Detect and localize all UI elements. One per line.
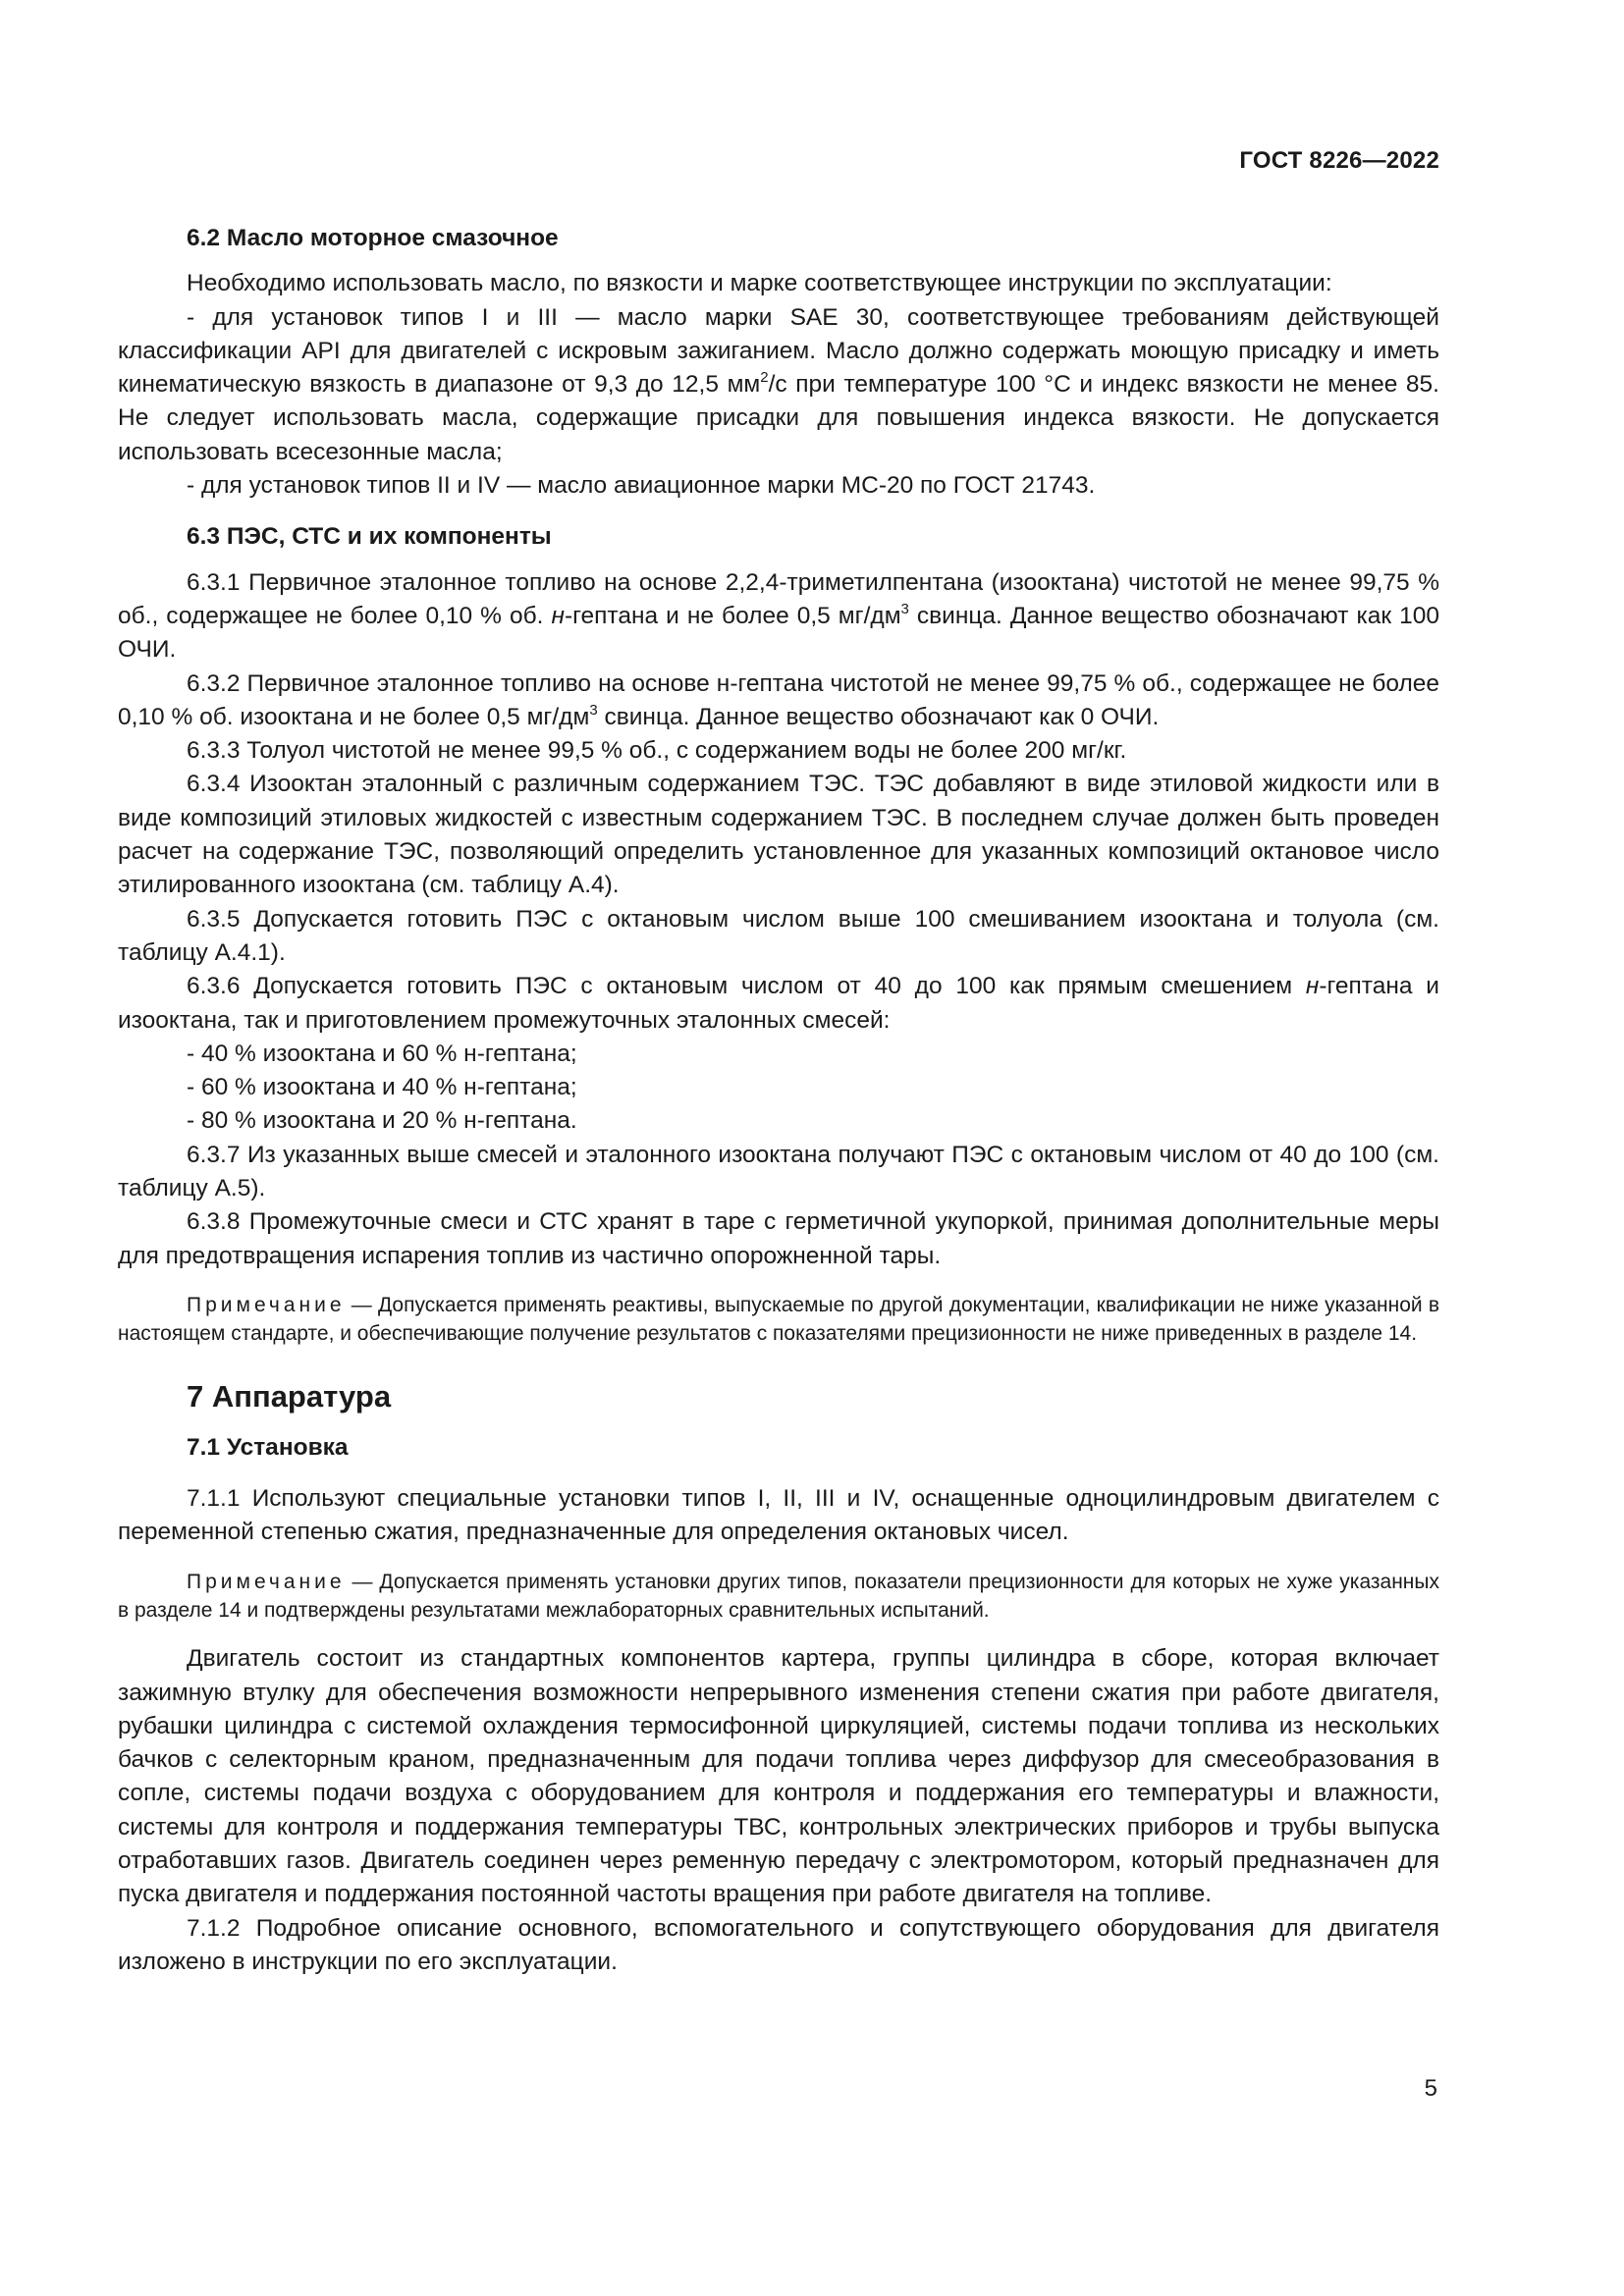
page-content [118, 222, 1439, 1979]
paragraph: 7.1.2 Подробное описание основного, вспомогательного и сопутствующего оборудования для двигателя изложено в инструкции по его эксплуатации. [118, 1914, 1439, 1975]
page-number: 5 [1424, 2075, 1437, 2102]
paragraph: 6.3.6 Допускается готовить ПЭС с октановым числом от 40 до 100 как прямым смешением н-гептана и изооктана, так и приготовлением промежуточных эталонных смесей: [118, 973, 1439, 1034]
paragraph: 6.3.5 Допускается готовить ПЭС с октановым числом выше 100 смешиванием изооктана и толуола (см. таблицу А.4.1). [118, 905, 1439, 966]
paragraph: 6.3.7 Из указанных выше смесей и эталонного изооктана получают ПЭС с октановым числом от 40 до 100 (см. таблицу А.5). [118, 1141, 1439, 1202]
section-6-2-heading: 6.2 Масло моторное смазочное [187, 225, 559, 251]
paragraph: 7.1.1 Используют специальные установки типов I, II, III и IV, оснащенные одноцилиндровым двигателем с переменной степенью сжатия, предназначенные для определения октановых чисел. [118, 1485, 1439, 1546]
note: Примечание — Допускается применять реактивы, выпускаемые по другой документации, квалификации не ниже указанной в настоящем стандарте, и обеспечивающие получение результатов с показателями прецизионности не ниже приведенных в разделе 14. [118, 1293, 1439, 1346]
document-code: ГОСТ 8226—2022 [1239, 147, 1439, 174]
section-6-3-heading: 6.3 ПЭС, СТС и их компоненты [187, 523, 552, 551]
section-7-heading: 7 Аппаратура [187, 1378, 392, 1414]
section-7-1-heading: 7.1 Установка [187, 1433, 349, 1461]
paragraph: Необходимо использовать масло, по вязкости и марке соответствующее инструкции по эксплуатации: [187, 270, 1332, 297]
paragraph: Двигатель состоит из стандартных компонентов картера, группы цилиндра в сборе, которая включает зажимную втулку для обеспечения возможности непрерывного изменения степени сжатия при работе двигателя, рубашки цилиндра с системой охлаждения термосифонной циркуляцией, системы подачи топлива из нескольких бачков с селекторным краном, предназначенным для подачи топлива через диффузор для смесеобразования в сопле, системы подачи воздуха с оборудованием для контроля и поддержания его температуры и влажности, системы для контроля и поддержания температуры ТВС, контрольных электрических приборов и трубы выпуска отработавших газов. Двигатель соединен через ременную передачу с электромотором, который предназначен для пуска двигателя и поддержания постоянной частоты вращения при работе двигателя на топливе. [118, 1645, 1439, 1908]
paragraph: - для установок типов I и III — масло марки SAE 30, соответствующее требованиям действующей классификации API для двигателей с искровым зажиганием. Масло должно содержать моющую присадку и иметь кинематическую вязкость в диапазоне от 9,3 до 12,5 $мм^2/с$ при температуре 100 °C и индекс вязкости не менее 85. Не следует использовать масла, содержащие присадки для повышения индекса вязкости. Не допускается использовать всесезонные масла; [118, 303, 1439, 465]
paragraph: - для установок типов II и IV — масло авиационное марки МС-20 по ГОСТ 21743. [187, 472, 1096, 500]
list-item: - 40 % изооктана и 60 % н-гептана; [187, 1040, 577, 1067]
note: Примечание — Допускается применять установки других типов, показатели прецизионности для которых не хуже указанных в разделе 14 и подтверждены результатами межлабораторных сравнительных испытаний. [118, 1570, 1439, 1622]
list-item: - 60 % изооктана и 40 % н-гептана; [187, 1074, 577, 1101]
paragraph: 6.3.1 Первичное эталонное топливо на основе 2,2,4-триметилпентана (изооктана) чистотой не менее 99,75 % об., содержащее не более 0,10 % об. н-гептана и не более 0,5 $мг/дм^3$ свинца. Данное вещество обозначают как 100 ОЧИ. [118, 568, 1439, 664]
paragraph: 6.3.4 Изооктан эталонный с различным содержанием ТЭС. ТЭС добавляют в виде этиловой жидкости или в виде композиций этиловых жидкостей с известным содержанием ТЭС. В последнем случае должен быть проведен расчет на содержание ТЭС, позволяющий определить установленное для указанных композиций октановое число этилированного изооктана (см. таблицу А.4). [118, 771, 1439, 899]
paragraph: 6.3.8 Промежуточные смеси и СТС хранят в таре с герметичной укупоркой, принимая дополнительные меры для предотвращения испарения топлив из частично опорожненной тары. [118, 1208, 1439, 1269]
list-item: - 80 % изооктана и 20 % н-гептана. [187, 1107, 577, 1135]
paragraph: 6.3.2 Первичное эталонное топливо на основе н-гептана чистотой не менее 99,75 % об., содержащее не более 0,10 % об. изооктана и не более 0,5 $мг/дм^3$ свинца. Данное вещество обозначают как 0 ОЧИ. [118, 669, 1439, 730]
paragraph: 6.3.3 Толуол чистотой не менее 99,5 % об., с содержанием воды не более 200 мг/кг. [187, 737, 1127, 765]
